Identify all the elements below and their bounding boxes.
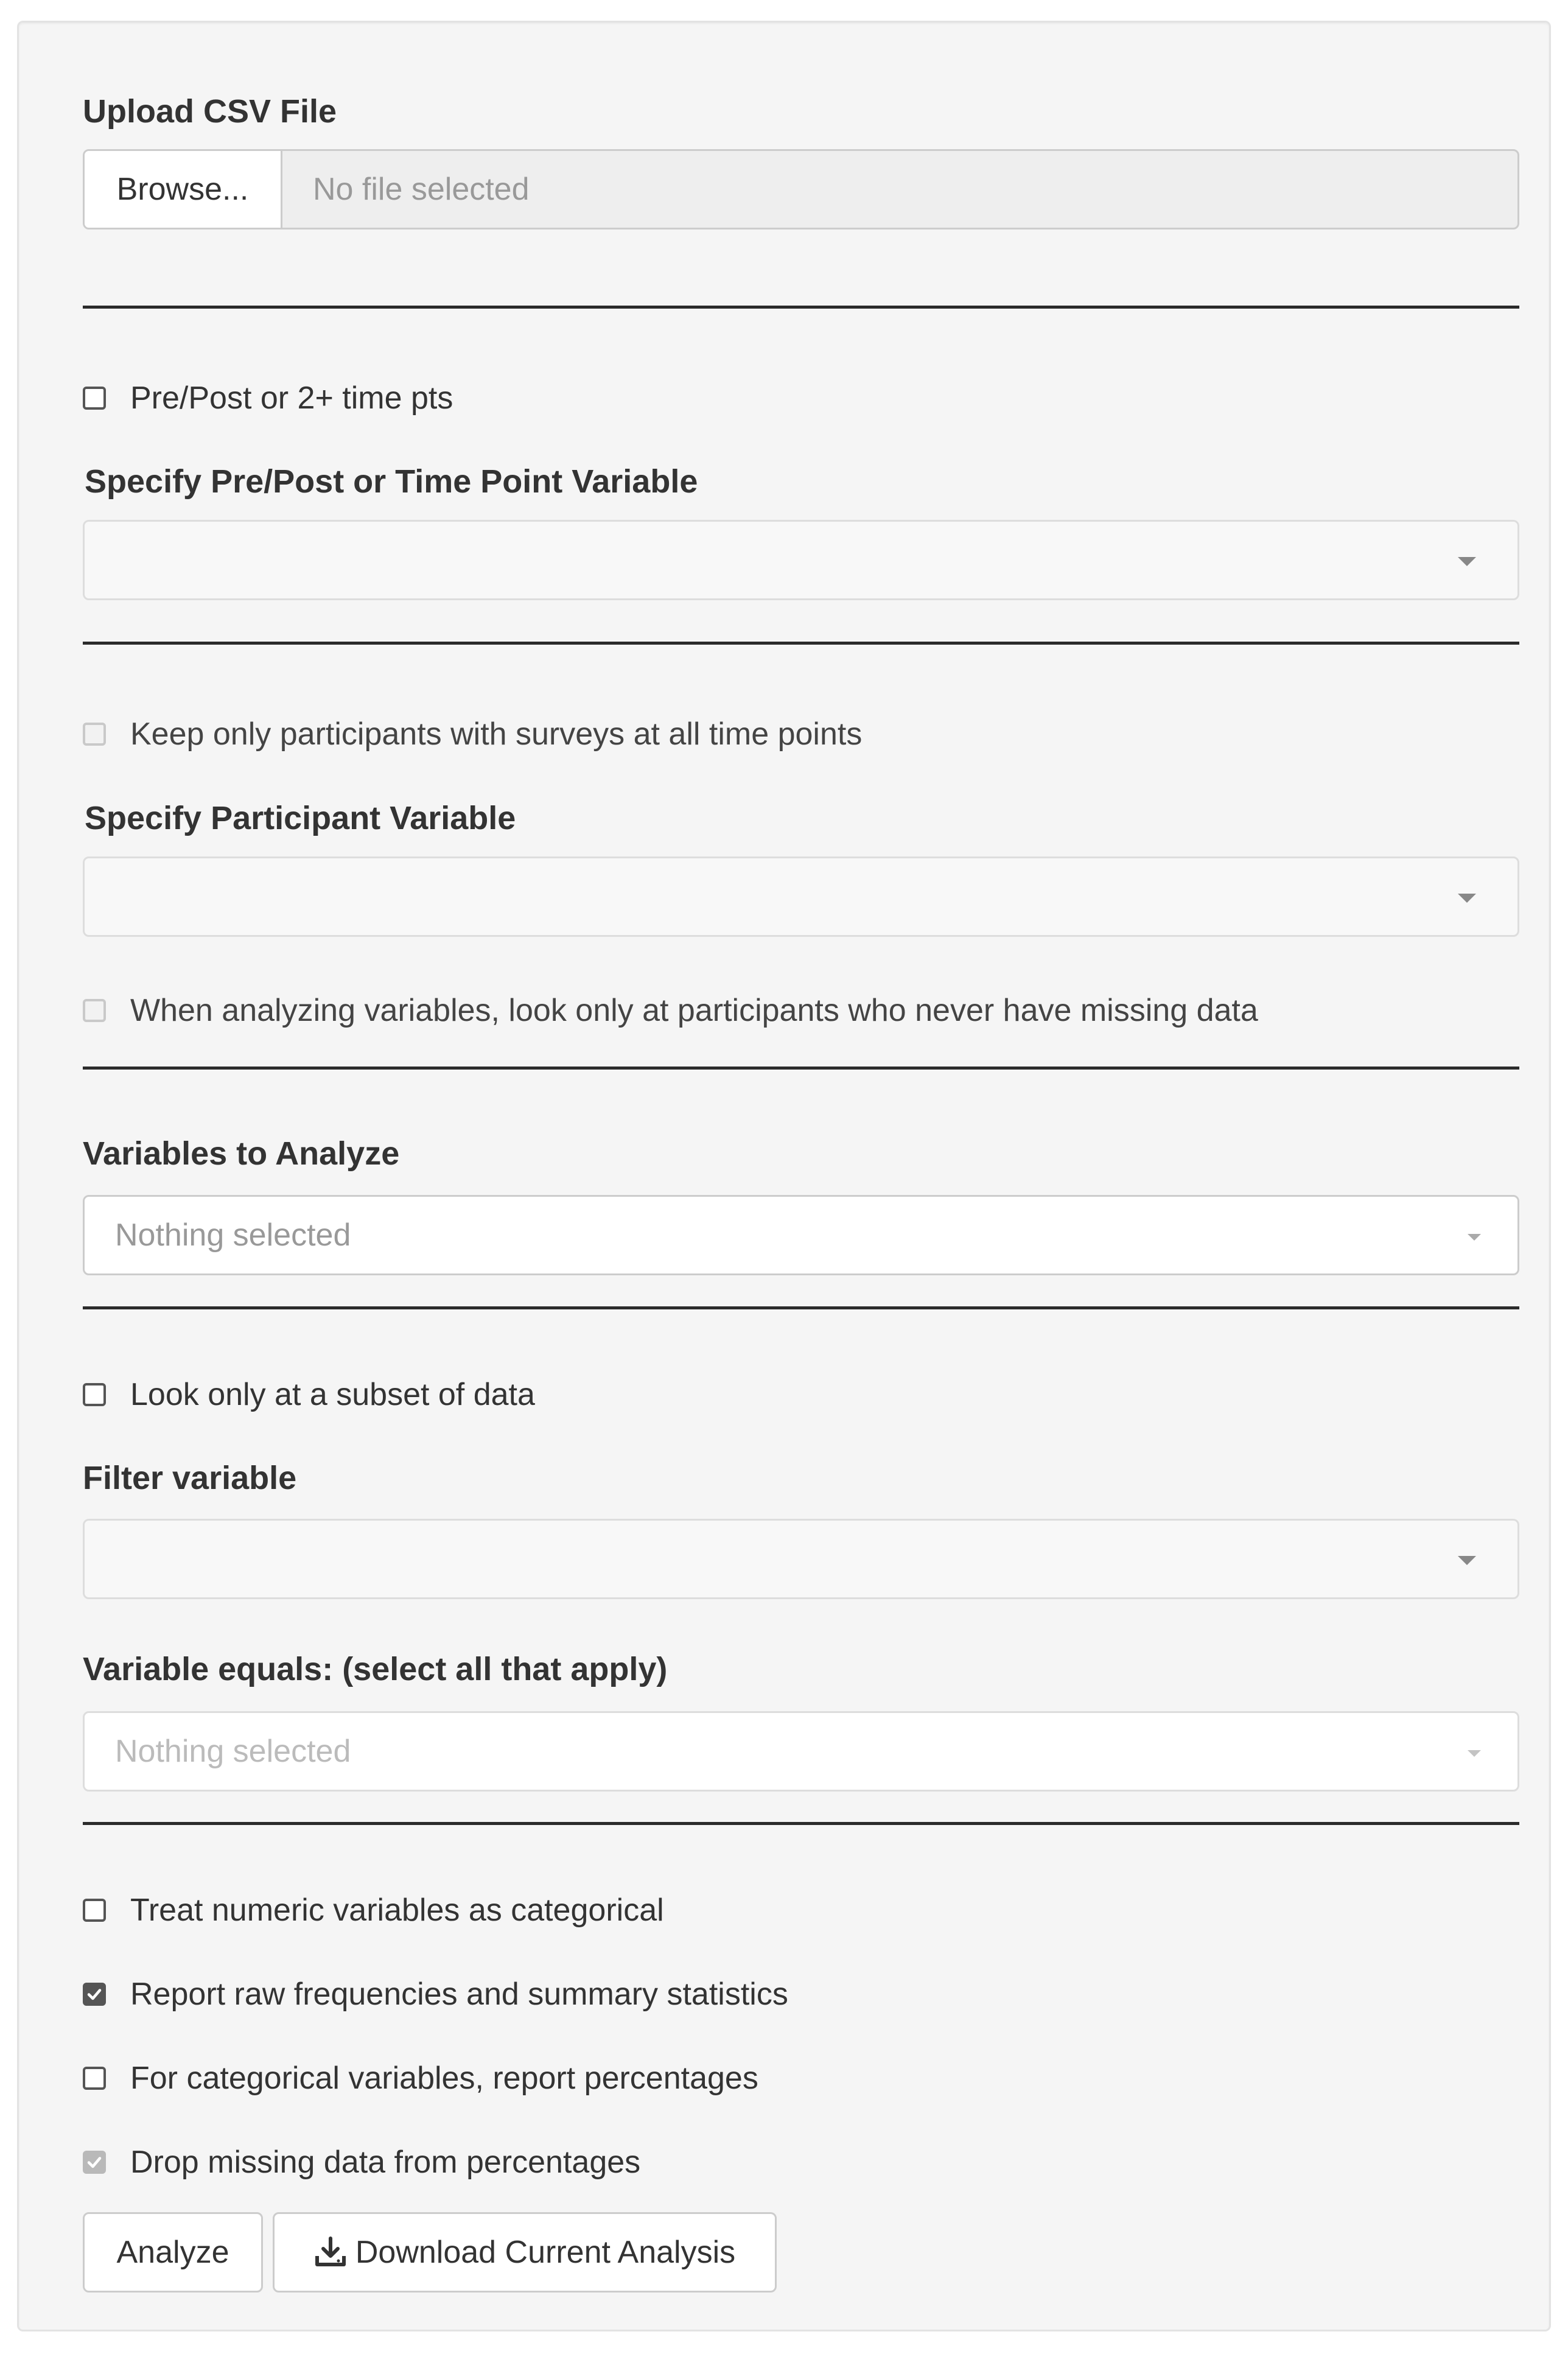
variable-equals-placeholder: Nothing selected	[115, 1734, 351, 1769]
drop-missing-row[interactable]	[83, 2144, 640, 2181]
participant-variable-label: Specify Participant Variable	[85, 800, 516, 836]
timepoint-variable-select[interactable]	[83, 520, 1519, 600]
keep-all-timepoints-checkbox[interactable]	[83, 723, 106, 746]
divider	[83, 1822, 1519, 1825]
participant-variable-select[interactable]	[83, 856, 1519, 937]
no-missing-data-row[interactable]	[83, 992, 1258, 1029]
report-percentages-checkbox[interactable]	[83, 2067, 106, 2090]
divider	[83, 1067, 1519, 1070]
chevron-down-icon	[1468, 1750, 1481, 1757]
numeric-categorical-row[interactable]	[83, 1892, 664, 1928]
drop-missing-label: Drop missing data from percentages	[130, 2145, 641, 2180]
sidebar-panel	[17, 21, 1551, 2331]
variables-to-analyze-label: Variables to Analyze	[83, 1135, 400, 1172]
analyze-button[interactable]: Analyze	[83, 2212, 263, 2293]
report-percentages-label: For categorical variables, report percentages	[130, 2061, 758, 2096]
divider	[83, 1306, 1519, 1309]
variable-equals-label: Variable equals: (select all that apply)	[83, 1651, 668, 1687]
file-status-text: No file selected	[313, 172, 530, 207]
report-percentages-row[interactable]	[83, 2060, 758, 2097]
raw-frequencies-checkbox[interactable]	[83, 1983, 106, 2006]
prepost-checkbox-row[interactable]	[83, 380, 453, 416]
no-missing-data-checkbox[interactable]	[83, 999, 106, 1022]
upload-csv-label: Upload CSV File	[83, 93, 337, 130]
chevron-down-icon	[1458, 557, 1476, 566]
drop-missing-checkbox[interactable]	[83, 2151, 106, 2174]
numeric-categorical-label: Treat numeric variables as categorical	[130, 1893, 664, 1928]
filter-variable-label: Filter variable	[83, 1460, 297, 1496]
chevron-down-icon	[1458, 1556, 1476, 1565]
keep-all-timepoints-label: Keep only participants with surveys at all time points	[130, 716, 863, 752]
timepoint-variable-label: Specify Pre/Post or Time Point Variable	[85, 463, 698, 500]
variables-to-analyze-placeholder: Nothing selected	[115, 1217, 351, 1253]
chevron-down-icon	[1458, 894, 1476, 903]
subset-checkbox-label: Look only at a subset of data	[130, 1377, 535, 1412]
prepost-checkbox-label: Pre/Post or 2+ time pts	[130, 380, 453, 416]
prepost-checkbox[interactable]	[83, 387, 106, 410]
browse-button[interactable]: Browse...	[85, 151, 282, 228]
chevron-down-icon	[1468, 1234, 1481, 1241]
subset-checkbox-row[interactable]	[83, 1376, 535, 1413]
raw-frequencies-label: Report raw frequencies and summary statistics	[130, 1977, 788, 2012]
variables-to-analyze-picker[interactable]	[83, 1195, 1519, 1275]
numeric-categorical-checkbox[interactable]	[83, 1899, 106, 1922]
checkmark-icon	[86, 2154, 103, 2171]
file-input-group	[83, 149, 1519, 229]
download-icon	[314, 2236, 347, 2269]
subset-checkbox[interactable]	[83, 1383, 106, 1406]
no-missing-data-label: When analyzing variables, look only at participants who never have missing data	[130, 993, 1258, 1028]
variable-equals-picker[interactable]	[83, 1711, 1519, 1792]
keep-all-timepoints-row[interactable]	[83, 716, 862, 752]
download-analysis-label: Download Current Analysis	[355, 2235, 736, 2270]
download-analysis-button[interactable]	[273, 2212, 777, 2293]
divider	[83, 306, 1519, 309]
divider	[83, 642, 1519, 645]
checkmark-icon	[86, 1986, 103, 2003]
raw-frequencies-row[interactable]	[83, 1976, 788, 2012]
filter-variable-select[interactable]	[83, 1519, 1519, 1599]
